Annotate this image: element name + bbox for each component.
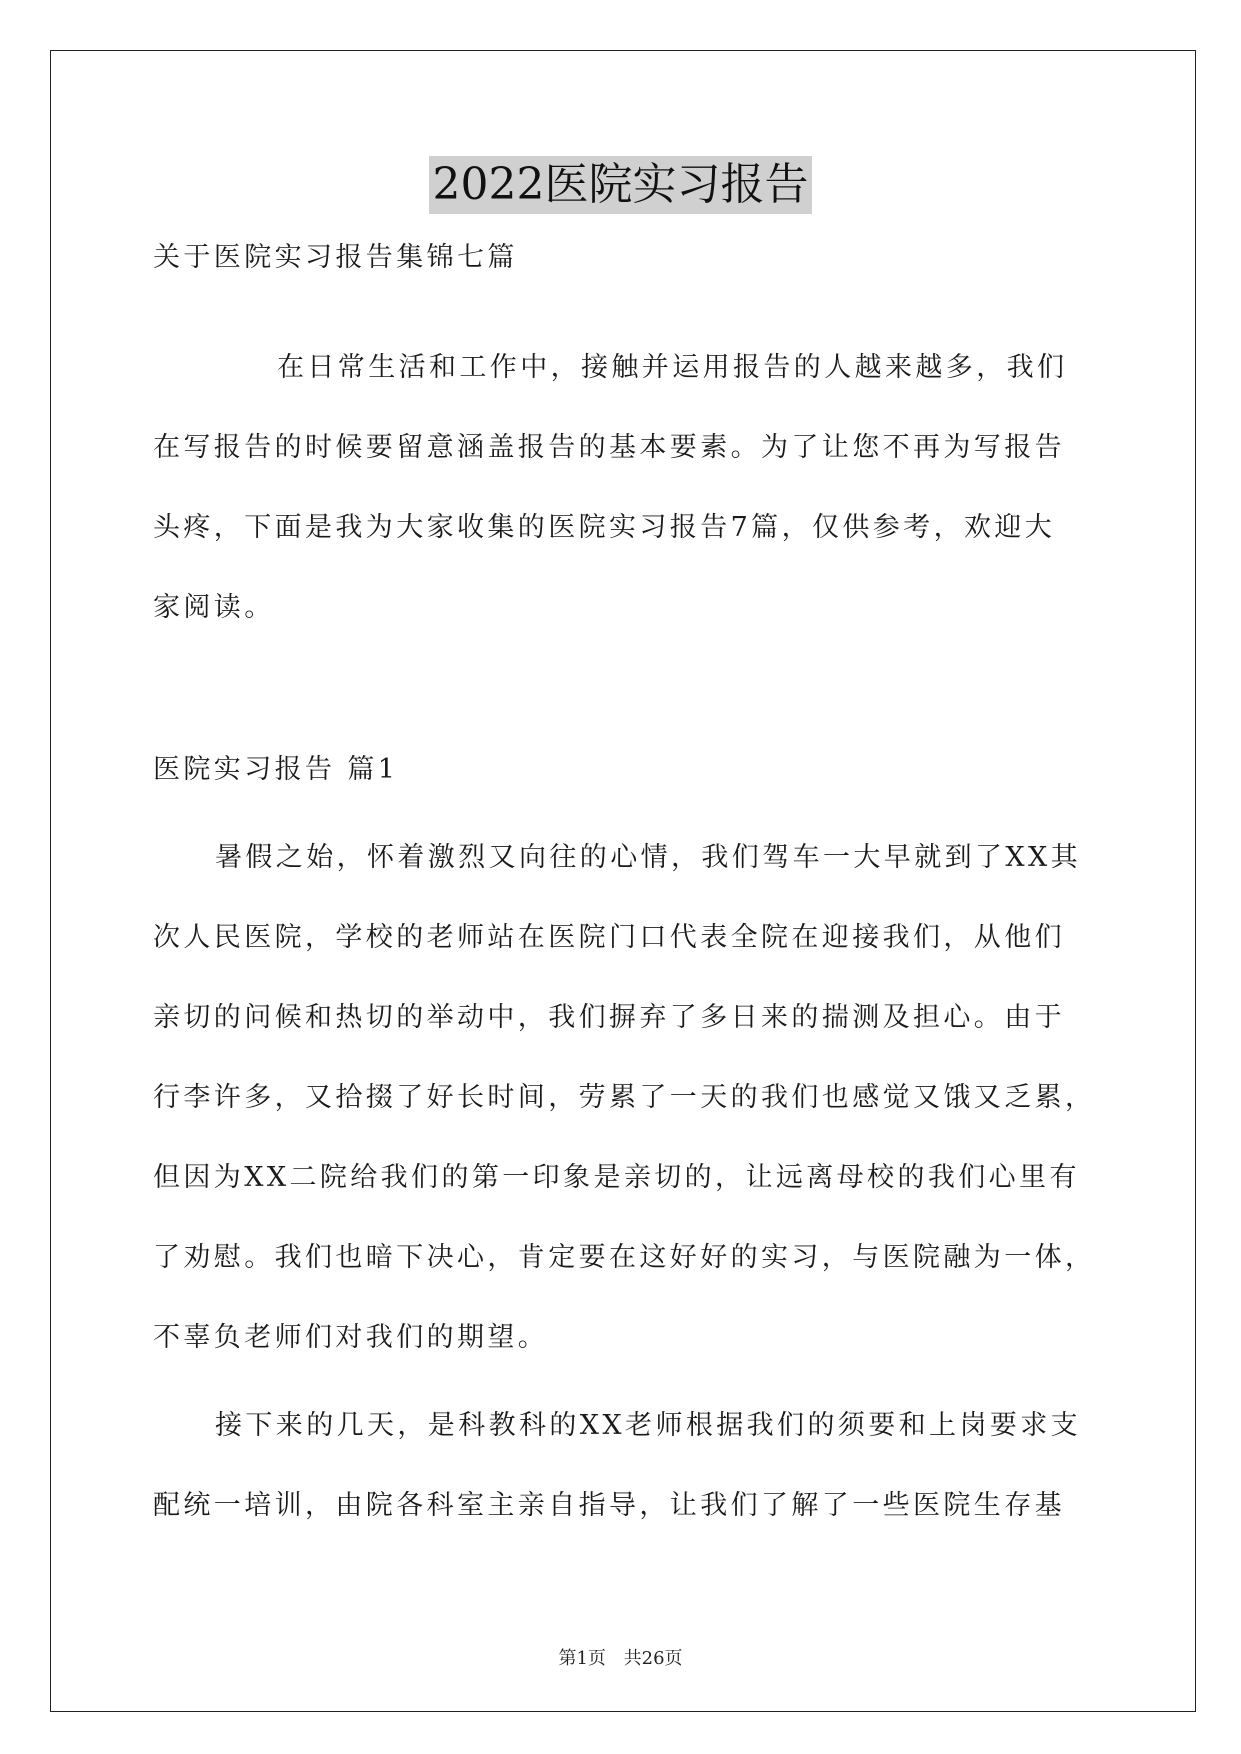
body-line: 暑假之始，怀着激烈又向往的心情，我们驾车一大早就到了XX其 bbox=[215, 842, 1082, 873]
body-line: 头疼，下面是我为大家收集的医院实习报告7篇，仅供参考，欢迎大 bbox=[153, 512, 1056, 543]
body-line: 在写报告的时候要留意涵盖报告的基本要素。为了让您不再为写报告 bbox=[153, 432, 1065, 463]
page-number: 第1页 bbox=[558, 1648, 606, 1669]
body-line: 在日常生活和工作中，接触并运用报告的人越来越多，我们 bbox=[277, 352, 1068, 383]
body-line: 亲切的问候和热切的举动中，我们摒弃了多日来的揣测及担心。由于 bbox=[153, 1002, 1065, 1033]
page-footer bbox=[0, 1644, 1241, 1670]
body-line: 了劝慰。我们也暗下决心，肯定要在这好好的实习，与医院融为一体， bbox=[153, 1242, 1096, 1273]
page-border bbox=[50, 50, 1196, 1712]
body-line: 不辜负老师们对我们的期望。 bbox=[153, 1322, 549, 1353]
body-line: 家阅读。 bbox=[153, 592, 275, 623]
body-line: 次人民医院，学校的老师站在医院门口代表全院在迎接我们，从他们 bbox=[153, 922, 1065, 953]
section-heading: 医院实习报告 篇1 bbox=[153, 754, 399, 785]
page-total: 共26页 bbox=[623, 1648, 683, 1669]
subtitle-line: 关于医院实习报告集锦七篇 bbox=[153, 242, 518, 273]
body-line: 接下来的几天，是科教科的XX老师根据我们的须要和上岗要求支 bbox=[215, 1410, 1082, 1441]
body-line: 配统一培训，由院各科室主亲自指导，让我们了解了一些医院生存基 bbox=[153, 1490, 1065, 1521]
document-title: 2022医院实习报告 bbox=[429, 156, 813, 214]
body-line: 行李许多，又拾掇了好长时间，劳累了一天的我们也感觉又饿又乏累， bbox=[153, 1082, 1096, 1113]
body-line: 但因为XX二院给我们的第一印象是亲切的，让远离母校的我们心里有 bbox=[153, 1162, 1080, 1193]
